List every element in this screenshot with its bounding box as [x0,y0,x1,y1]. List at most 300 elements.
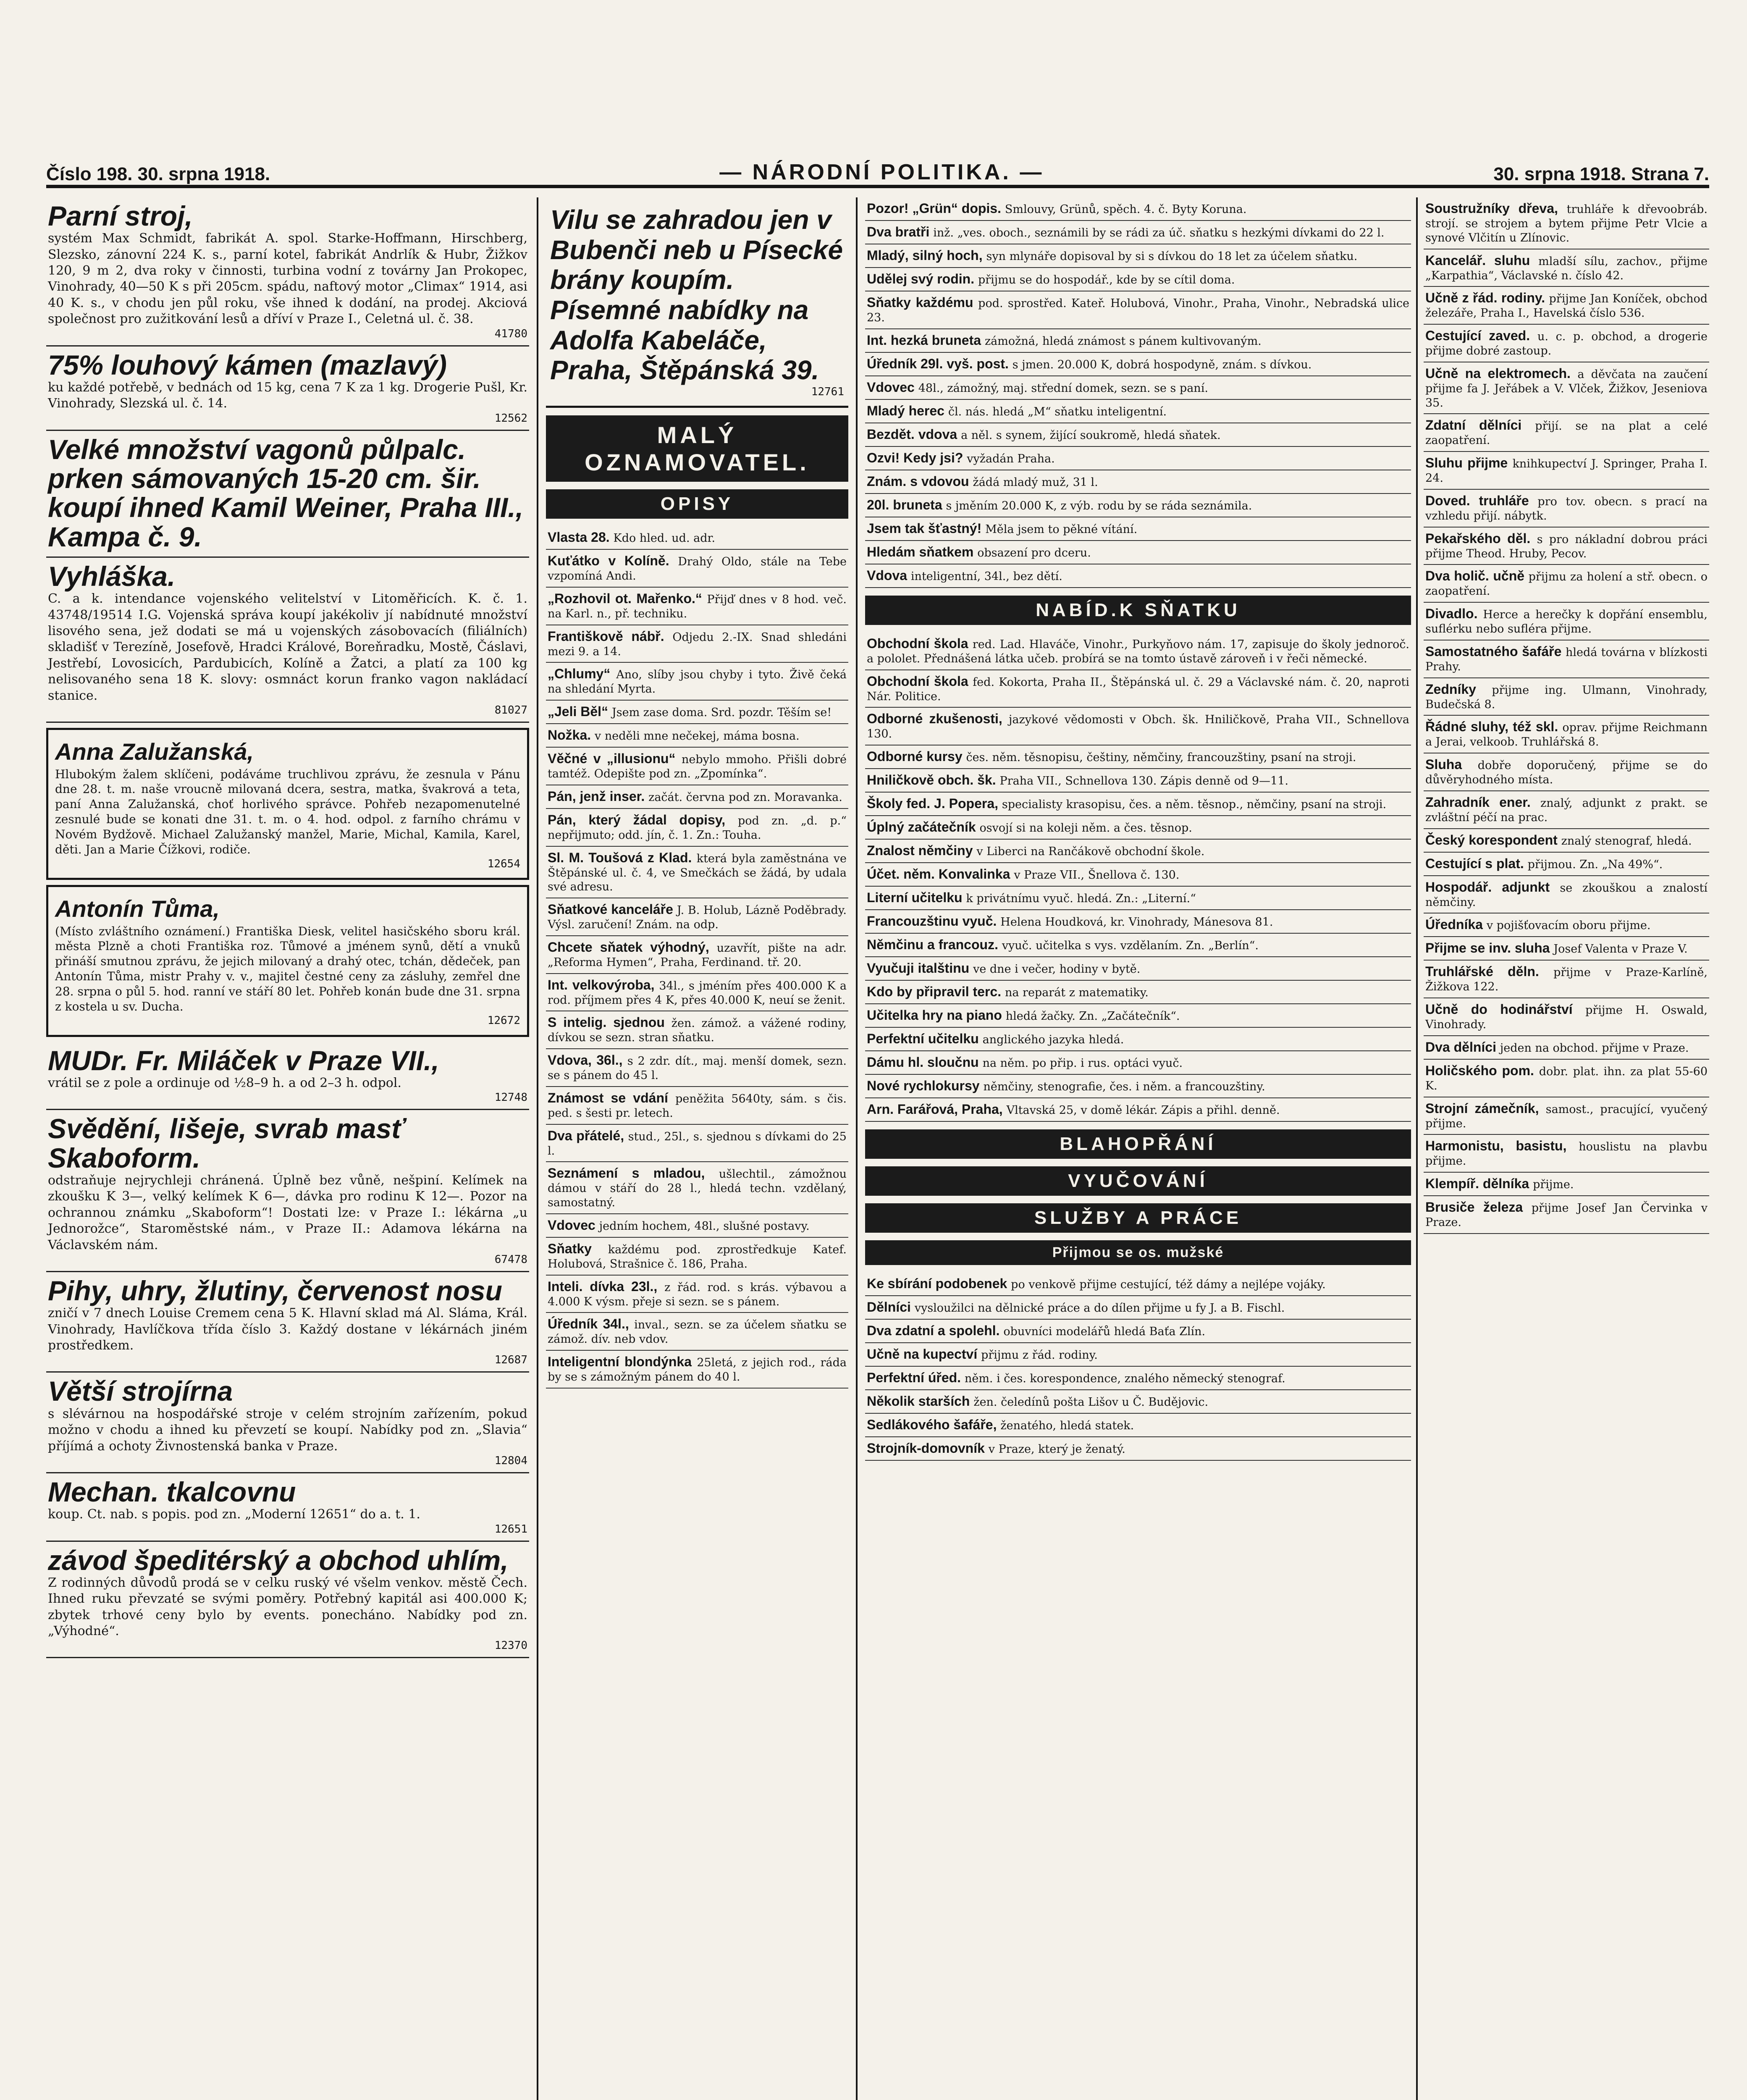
section-banner-prijmou: Přijmou se os. mužské [865,1240,1411,1265]
classified-text: obuvníci modelářů hledá Baťa Zlín. [1003,1325,1206,1338]
classified-heading: „Chlumy“ [548,666,616,682]
classified-text: přijí. se na plat a celé zaopatření. [1425,420,1708,447]
classified-text: přijme. [1533,1178,1574,1191]
classified-text: inteligentní, 34l., bez dětí. [910,570,1062,583]
classified-text: specialisty krasopisu, čes. a něm. těsnop., němčiny, psaní na stroji. [1002,798,1387,811]
column-3 [865,197,1411,2100]
classified-text: pod zn. „d. p.“ nepřijmuto; odd. jín, č. 1. Zn.: Touha. [548,814,847,842]
classified-ad [865,268,1411,291]
classified-ad [865,291,1411,329]
classified-ad [865,329,1411,353]
ad-block [46,558,529,723]
classified-ad [865,1004,1411,1028]
classified-heading: Učně z řád. rodiny. [1425,290,1549,306]
classified-text: s jměním 20.000 K, z výb. rodu by se ráda seznámila. [946,499,1252,512]
classified-heading: Úplný začátečník [867,819,980,835]
classified-heading: Dva bratři [867,224,934,239]
classified-ad [865,1273,1411,1296]
classified-heading: Kancelář. sluhu [1425,252,1539,268]
classified-ad [865,447,1411,470]
classified-text: Kdo hled. ud. adr. [613,532,716,545]
obituary-ref: 12654 [487,857,520,870]
column-4 [1424,197,1709,2100]
classified-ad [546,1162,848,1214]
classified-heading: Hniličkově obch. šk. [867,772,1000,788]
newspaper-page [46,151,1709,2100]
classified-ad [865,517,1411,541]
classified-heading: Mladý, silný hoch, [867,248,986,263]
classified-heading: Divadlo. [1425,606,1483,621]
classified-heading: Dva dělníci [1425,1039,1500,1055]
ad-title: závod špeditérský a obchod uhlím, [48,1544,509,1576]
ad-text: koup. Ct. nab. s popis. pod zn. „Moderní 12651“ do a. t. 1. [48,1507,420,1522]
classified-heading: Pozor! „Grün“ dopis. [867,201,1005,216]
column-1 [46,197,529,2100]
classified-ad [546,1351,848,1389]
classified-text: oprav. přijme Reichmann a Jerai, velkoob. Truhlářská 8. [1425,721,1708,749]
classified-heading: Pán, který žádal dopisy, [548,812,738,827]
classified-heading: Holičského pom. [1425,1063,1539,1078]
classified-heading: Sluhu přijme [1425,455,1513,470]
ad-block [46,1110,529,1272]
classified-heading: Sňatky každému [867,295,978,310]
column-rule [537,197,538,2100]
classified-text: čl. nás. hledá „M“ sňatku inteligentní. [948,405,1167,418]
classified-heading: S intelig. sjednou [548,1015,672,1030]
classified-ad [865,1437,1411,1461]
classified-heading: Cestující s plat. [1425,856,1528,871]
ad-block [46,1272,529,1373]
classified-ad [1424,249,1709,287]
classified-text: u. c. p. obchod, a drogerie přijme dobré zastoup. [1425,330,1708,357]
classified-ad [546,847,848,899]
classified-ad [1424,998,1709,1036]
classified-text: jeden na obchod. přijme v Praze. [1500,1041,1689,1055]
classified-ad [1424,1060,1709,1097]
classified-ad [865,863,1411,887]
headline-text: Vilu se zahradou jen v Bubenči neb u Písecké brány koupím. Písemné nabídky na Adolfa Kabeláče, Praha, Štěpánská 39. [550,205,843,386]
classified-text: 48l., zámožný, maj. střední domek, sezn. se s paní. [918,381,1208,395]
classified-ad [1424,490,1709,528]
obituary-text: (Místo zvláštního oznámení.) Františka Diesk, velitel hasičského sboru král. města Plzně a choti Františka roz. Tůmové a jménem synů, dětí a vnuků přináší smutnou zprávu, že jejich milovaný a drahý otec, tchán, dědeček, pan Antonín Tůma, mistr Prahy v. v., majitel čestné ceny za zásluhy, zemřel dne 28. srpna o půl 5. hod. ranní ve stáří 80 let. Pohřeb konán bude dne 31. srpna z kostela u sv. Ducha. [55,924,520,1013]
classified-heading: Int. velkovýroba, [548,977,659,992]
classified-heading: Vdova, 36l., [548,1053,627,1068]
classified-ad [546,1214,848,1238]
ad-block [46,1042,529,1110]
classified-ad [546,1049,848,1087]
classified-heading: Úředník 34l., [548,1316,635,1332]
classified-heading: Jsem tak šťastný! [867,520,986,536]
classified-text: Odjedu 2.-IX. Snad shledáni mezi 9. a 14. [548,630,847,658]
classified-ad [865,564,1411,588]
classified-text: truhláře k dřevoobráb. strojí. se strojem a bytem přijme Petr Vlcie a synové Vlčitín u Zlínovic. [1425,203,1708,244]
classified-text: knihkupectví J. Springer, Praha I. 24. [1425,457,1708,485]
classified-text: ženatého, hledá statek. [1000,1419,1134,1432]
classified-text: něm. i čes. korespondence, znalého německý stenograf. [964,1372,1285,1385]
classified-heading: Učně na kupectví [867,1347,981,1362]
ad-block [46,1473,529,1542]
classified-text: fed. Kokorta, Praha II., Štěpánská ul. č. 29 a Václavské nám. č. 20, naproti Nár. Politice. [867,675,1409,703]
classified-heading: Kdo by připravil terc. [867,984,1005,999]
classified-heading: Zahradník ener. [1425,794,1541,810]
classified-heading: Francouzštinu vyuč. [867,914,1001,929]
classified-text: v Liberci na Rančákově obchodní škole. [976,845,1205,858]
classified-heading: Dělníci [867,1299,915,1315]
classified-text: na reparát z matematiky. [1005,986,1149,999]
classified-ad [865,376,1411,400]
classified-heading: Perfektní úřed. [867,1370,965,1385]
classified-text: jazykové vědomosti v Obch. šk. Hniličkově, Praha VII., Schnellova 130. [867,713,1409,741]
classified-text: a děvčata na zaučení přijme fa J. Jeřábek a V. Vlček, Žižkov, Jeseniova 35. [1425,368,1708,410]
classified-heading: Udělej svý rodin. [867,271,978,286]
classified-ad [1424,640,1709,678]
ad-ref: 67478 [494,1253,527,1266]
classified-ad [1424,753,1709,791]
classified-ad [546,809,848,847]
ad-title: Pihy, uhry, žlutiny, červenost nosu [48,1275,502,1306]
classified-text: přijmu za holení a stř. obecn. o zaopatření. [1425,570,1708,598]
classified-text: 25letá, z jejich rod., ráda by se s zámožným pánem do 40 l. [548,1356,847,1384]
classified-heading: „Rozhovil ot. Mařenko.“ [548,591,707,606]
header-right: 30. srpna 1918. Strana 7. [1493,164,1709,184]
classified-ad [865,910,1411,934]
obituary-name: Antonín Tůma, [55,895,220,922]
classified-heading: Věčné v „illusionu“ [548,751,682,766]
ad-ref: 12687 [494,1354,527,1367]
obituary-name: Anna Zalužanská, [55,738,254,765]
classified-ad [865,1075,1411,1098]
classified-ad [865,1296,1411,1320]
classified-ad [1424,603,1709,640]
classified-heading: Soustružníky dřeva, [1425,201,1567,216]
classified-heading: Cestující zaved. [1425,328,1538,343]
classified-text: s 2 zdr. dít., maj. menší domek, sezn. se s pánem do 45 l. [548,1055,847,1082]
ad-text: odstraňuje nejrychleji chránená. Úplně bez vůně, nešpiní. Kelímek na zkoušku K 3—, velký kelímek K 6—, dávka pro rodinu K 12—. Pozor na ochrannou známku „Skaboform“! Dostati lze: v Praze I.: lékárna „u Jednorožce“, Staroměstské nám., v Praze II.: Adamova lékárna na Václavském nám. [48,1173,527,1252]
classified-list [546,526,848,1389]
classified-ad [1424,528,1709,565]
classified-ad [1424,325,1709,362]
classified-ad [865,816,1411,840]
classified-ad [546,1125,848,1163]
ad-text: zničí v 7 dnech Louise Cremem cena 5 K. Hlavní sklad má Al. Sláma, Král. Vinohrady, Havlíčkova třída číslo 3. Každý dostane v lékárnách jiném prostředkem. [48,1306,527,1353]
classified-heading: Znám. s vdovou [867,473,973,489]
classified-ad [865,746,1411,769]
classified-text: přijme Josef Jan Červinka v Praze. [1425,1202,1708,1229]
classified-heading: Němčinu a francouz. [867,937,1002,952]
classified-heading: Ke sbírání podobenek [867,1276,1011,1291]
classified-ad [865,400,1411,423]
classified-heading: Známost se vdání [548,1090,676,1105]
classified-ad [865,670,1411,708]
section-banner-vyucovani: VYUČOVÁNÍ [865,1166,1411,1196]
classified-text: zámožná, hledá známost s pánem kultivovaným. [984,334,1262,348]
ad-ref: 12562 [494,412,527,425]
classified-heading: Úředníka [1425,917,1487,932]
classified-heading: Vdova [867,567,911,583]
classified-heading: Obchodní škola [867,673,973,689]
classified-text: inž. „ves. oboch., seznámili by se rádi za úč. sňatku s hezkými dívkami do 22 l. [933,226,1385,239]
headline-ref: 12761 [811,386,844,399]
obituary-text: Hlubokým žalem sklíčeni, podáváme truchlivou zprávu, že zesnula v Pánu dne 28. t. m. naše vroucně milovaná dcera, sestra, matka, švakrová a teta, paní Anna Zalužanská, choť horlivého správce. Pohřeb nezapomenutelné zesnulé bude se konati dne 31. t. m. o 4. hod. odpol. z farního chrámu v Novém Bydžově. Michael Zalužanský manžel, Marie, Michal, Kamila, Karel, děti. Jan a Marie Čížkovi, rodiče. [55,767,520,856]
ad-title: Větší strojírna [48,1376,233,1407]
classified-ad [1424,452,1709,490]
obituary [46,728,529,880]
classified-heading: Doved. truhláře [1425,493,1538,508]
ad-block [46,197,529,346]
ad-ref: 81027 [494,704,527,717]
classified-text: Přijď dnes v 8 hod. več. na Karl. n., př. techniku. [548,593,847,620]
classified-heading: Inteligentní blondýnka [548,1354,697,1370]
classified-heading: Nové rychlokursy [867,1078,984,1093]
classified-heading: Arn. Farářová, Praha, [867,1102,1007,1117]
classified-ad [1424,197,1709,249]
classified-ad [1424,414,1709,452]
classified-heading: Inteli. dívka 23l., [548,1278,665,1294]
classified-text: obsazení pro dceru. [977,546,1091,559]
ad-ref: 41780 [494,327,527,340]
ad-block [46,346,529,431]
ad-title: Svědění, lišeje, svrab masť Skaboform. [48,1113,405,1173]
ad-title: Vyhláška. [48,560,176,592]
classified-ad [865,981,1411,1004]
classified-text: hledá žačky. Zn. „Začátečník“. [1005,1010,1180,1023]
classified-heading: Ozvi! Kedy jsi? [867,450,967,465]
classified-ad [546,1011,848,1049]
classified-ad [865,1390,1411,1414]
classified-ad [546,974,848,1012]
classified-ad [1424,1173,1709,1196]
classified-heading: Kuťátko v Kolíně. [548,553,678,569]
classified-heading: Učitelka hry na piano [867,1008,1006,1023]
classified-text: znalý stenograf, hledá. [1561,834,1692,848]
classified-heading: Učně na elektromech. [1425,365,1578,381]
classified-heading: Hledám sňatkem [867,544,978,559]
classified-text: ve dne i večer, hodiny v bytě. [973,963,1141,976]
classified-ad [546,701,848,724]
ad-text: C. a k. intendance vojenského velitelství v Litoměřicích. K. č. 1. 43748/19514 I.G. Vojenská správa koupí jakékoliv jí nabídnuté množství lisového sena, jež dodati se má u vojenských zásobovacích (filiálních) skladišť v Terezíně, Josefově, Hradci Králové, Boreňradku, Mostě, Čáslavi, Jestřebí, Lovosicích, Pardubicích, Kolíně a Žatci, a platí za 100 kg nelisovaného sena 18 K. slovy: osmnáct korun franko vagon nakládací stanice. [48,591,527,703]
classified-heading: Vdovec [867,379,918,395]
classified-text: přijme v Praze-Karlíně, Žižkova 122. [1425,966,1708,994]
classified-heading: Literní učitelku [867,890,966,905]
classified-ad [865,708,1411,746]
classified-ad [865,934,1411,957]
classified-text: mladší sílu, zachov., přijme „Karpathia“, Václavské n. číslo 42. [1425,255,1708,282]
classified-text: po venkově přijme cestující, též dámy a nejlépe vojáky. [1011,1278,1326,1291]
ad-text: vrátil se z pole a ordinuje od ½8–9 h. a od 2–3 h. odpol. [48,1076,401,1091]
classified-text: Měla jsem to pěkné vítání. [985,522,1138,536]
classified-heading: Brusiče železa [1425,1200,1532,1215]
classified-heading: Několik starších [867,1394,974,1409]
classified-text: z řád. rod. s krás. výbavou a 4.000 K výsm. přeje si sezn. se s pánem. [548,1281,847,1308]
classified-ad [1424,1135,1709,1173]
classified-text: přijmu z řád. rodiny. [981,1349,1098,1362]
classified-ad [546,588,848,625]
classified-heading: 20l. bruneta [867,497,946,512]
classified-text: vyuč. učitelka s vys. vzdělaním. Zn. „Berlín“. [1002,939,1259,952]
classified-text: houslistu na plavbu přijme. [1425,1140,1708,1168]
classified-heading: Obchodní škola [867,635,973,651]
classified-text: s pro nákladní dobrou práci přijme Theod. Hruby, Pecov. [1425,533,1708,560]
classified-ad [1424,287,1709,325]
classified-text: se zkouškou a znalostí němčiny. [1425,881,1708,909]
classified-text: a něl. s synem, žijící soukromě, hledá sňatek. [961,428,1221,442]
classified-ad [865,494,1411,517]
classified-text: dobře doporučený, přijme se do důvěryhodného místa. [1425,759,1708,786]
classified-text: pro tov. obecn. s prací na vzhledu přijí. nábytk. [1425,495,1708,522]
classified-heading: Hospodář. adjunkt [1425,879,1560,895]
ad-title: 75% louhový kámen (mazlavý) [48,349,447,381]
classified-text: osvojí si na koleji něm. a čes. těsnop. [979,822,1192,835]
classified-ad [1424,853,1709,876]
classified-ad [1424,362,1709,415]
classified-text: s jmen. 20.000 K, dobrá hospodyně, znám. s dívkou. [1012,358,1312,371]
classified-heading: Učně do hodinářství [1425,1002,1586,1017]
classified-text: každému pod. zprostředkuje Katef. Holubová, Strašnice č. 186, Praha. [548,1243,847,1270]
classified-heading: Odborné zkušenosti, [867,711,1009,727]
classified-text: anglického jazyka hledá. [982,1033,1124,1046]
classified-heading: Přijme se inv. sluha [1425,940,1554,956]
classified-ad [546,1276,848,1313]
classified-ad [865,541,1411,564]
classified-heading: Chcete sňatek výhodný, [548,939,717,955]
section-banner-sluzby: SLUŽBY A PRÁCE [865,1203,1411,1233]
classified-text: která byla zaměstnána ve Štěpánské ul. č. 4, ve Smečkách se žádá, by udala své adresu. [548,852,847,894]
classified-heading: Nožka. [548,727,595,743]
classified-text: inval., sezn. se za účelem sňatku se zámož. dív. neb vdov. [548,1318,847,1346]
classified-text: v Praze, který je ženatý. [988,1443,1125,1456]
classified-text: peněžita 5640ty, sám. s čis. ped. s šesti pr. letech. [548,1092,847,1120]
section-banner-opisy: OPISY [546,489,848,519]
classified-ad [1424,937,1709,961]
classified-ad [865,1028,1411,1051]
classified-text: žádá mladý muž, 31 l. [973,475,1098,489]
classified-ad [865,1098,1411,1122]
classified-heading: Účet. něm. Konvalinka [867,866,1014,882]
classified-text: Vltavská 25, v domě lékár. Zápis a přihl. denně. [1006,1104,1280,1117]
classified-text: Drahý Oldo, stále na Tebe vzpomíná Andi. [548,555,847,583]
classified-heading: Františkově nábř. [548,628,673,644]
classified-heading: Vlasta 28. [548,530,614,545]
classified-heading: Strojní zámečník, [1425,1100,1546,1116]
classified-text: němčiny, stenografie, čes. i něm. a francouzštiny. [983,1080,1265,1093]
classified-text: začát. června pod zn. Moravanka. [648,790,842,804]
classified-text: přijmu se do hospodář., kde by se cítil doma. [978,273,1235,286]
classified-list [865,633,1411,1122]
classified-text: v neděli mne nečekej, máma bosna. [595,730,800,743]
classified-text: uzavřít, pište na adr. „Reforma Hymen“, Praha, Ferdinand. tř. 20. [548,941,847,969]
classified-ad [865,840,1411,863]
classified-list [865,197,1411,588]
classified-text: žen. čeledínů pošta Lišov u Č. Budějovic. [973,1396,1209,1409]
classified-text: Josef Valenta v Praze V. [1553,942,1688,956]
classified-heading: Harmonistu, basistu, [1425,1138,1579,1154]
classified-heading: Sluha [1425,757,1478,772]
classified-heading: Sedlákového šafáře, [867,1417,1001,1432]
classified-heading: Dva zdatní a spolehl. [867,1323,1004,1338]
classified-heading: Dva holič. učně [1425,568,1529,584]
classified-ad [865,221,1411,244]
classified-ad [546,625,848,663]
classified-ad [546,748,848,785]
ad-block [46,431,529,558]
classified-text: vyžadán Praha. [967,452,1055,465]
headline-ad [546,197,848,408]
column-rule [1416,197,1418,2100]
ad-text: ku každé potřebě, v bednách od 15 kg, cena 7 K za 1 kg. Drogerie Pušl, Kr. Vinohrady, Slezská ul. č. 14. [48,380,527,411]
classified-heading: „Jeli Běl“ [548,704,612,719]
classified-ad [546,663,848,701]
classified-heading: Strojník-domovník [867,1441,989,1456]
classified-text: Herce a herečky k dopřání ensemblu, suflérku nebo sufléra přijme. [1425,608,1708,635]
classified-ad [1424,876,1709,914]
classified-ad [865,470,1411,494]
classified-ad [865,244,1411,268]
classified-heading: Int. hezká bruneta [867,332,985,348]
ad-block [46,1373,529,1473]
classified-heading: Truhlářské děln. [1425,964,1554,979]
classified-ad [865,1343,1411,1367]
classified-ad [1424,791,1709,829]
classified-heading: Úředník 29l. vyš. post. [867,356,1013,371]
classified-heading: Seznámení s mladou, [548,1166,719,1181]
classified-text: přijmou. Zn. „Na 49%“. [1527,858,1663,871]
ad-title: Mechan. tkalcovnu [48,1476,296,1507]
classified-ad [1424,678,1709,716]
classified-heading: Sňatky [548,1241,608,1256]
classified-heading: Zedníky [1425,681,1492,697]
classified-ad [546,1238,848,1276]
classified-ad [1424,914,1709,937]
ad-title: Velké množství vagonů půlpalc. prken sámovaných 15-20 cm. šir. koupí ihned Kamil Weiner, Praha III., Kampa č. 9. [48,433,524,552]
classified-text: nebylo mmoho. Přišli dobré tamtéž. Odepište pod zn. „Zpomínka“. [548,753,847,781]
classified-heading: Pekařského děl. [1425,530,1537,546]
classified-ad [1424,716,1709,753]
ad-ref: 12748 [494,1091,527,1104]
classified-heading: Odborné kursy [867,749,966,764]
classified-text: na něm. po přip. i rus. optáci vyuč. [982,1057,1183,1070]
classified-text: pod. sprostřed. Kateř. Holubová, Vinohr., Praha, Vinohr., Nebradská ulice 23. [867,297,1410,324]
classified-ad [546,898,848,936]
classified-ad [1424,829,1709,853]
classified-ad [865,1051,1411,1075]
masthead-title: — NÁRODNÍ POLITIKA. — [719,160,1044,184]
classified-heading: Dámu hl. sloučnu [867,1055,983,1070]
ad-ref: 12370 [494,1639,527,1652]
classified-ad [1424,1196,1709,1234]
ad-text: Z rodinných důvodů prodá se v celku ruský vé všelm venkov. městě Čech. Ihned ruku převzaté se svými poměry. Potřebný kapitál asi 400.000 K; zbytek trhové ceny bylo by events. ponecháno. Nabídky pod zn. „Výhodné“. [48,1575,527,1639]
classified-heading: Sňatkové kanceláře [548,902,677,917]
classified-text: J. B. Holub, Lázně Poděbrady. Výsl. zaručení! Znám. na odp. [548,904,847,932]
classified-text: v pojišťovacím oboru přijme. [1486,919,1651,932]
ad-text: systém Max Schmidt, fabrikát A. spol. Starke-Hoffmann, Hirschberg, Slezsko, zánovní 224 K. s., parní kotel, fabrikát Andrlík & Hubr, Žižkov 120, 9 m 2, dva roky v činnosti, turbina vodní z továrny Jan Prokopec, Vinohrady, 40—50 K s při 205cm. spádu, naftový motor „Climax“ 1914, asi 40 K. s., v chodu jen půl roku, vše ihned k dodání, na prodej. Akciová společnost pro zužitkování lesů a dříví v Praze I., Celetná ul. č. 38. [48,231,527,327]
obituary-ref: 12672 [487,1014,520,1027]
ad-title: MUDr. Fr. Miláček v Praze VII., [48,1045,439,1076]
classified-text: k privátnímu vyuč. hledá. Zn.: „Literní.“ [966,892,1196,905]
classified-list [1424,197,1709,1234]
classified-heading: Český korespondent [1425,832,1561,848]
classified-ad [546,526,848,550]
ad-ref: 12651 [494,1522,527,1536]
classified-text: žen. zámož. a vážené rodiny, dívkou se sezn. stran sňatku. [548,1017,847,1045]
classified-ad [546,936,848,974]
classified-heading: Sl. M. Toušová z Klad. [548,850,697,865]
classified-text: ušlechtil., zámožnou dámou v stáří do 28 l., hledá techn. vzdělaný, samostatný. [548,1168,847,1210]
obituary [46,885,529,1037]
classified-heading: Bezdět. vdova [867,426,961,442]
classified-ad [865,769,1411,793]
section-banner-maly-oznamovatel: MALÝ OZNAMOVATEL. [546,415,848,482]
classified-ad [865,887,1411,910]
